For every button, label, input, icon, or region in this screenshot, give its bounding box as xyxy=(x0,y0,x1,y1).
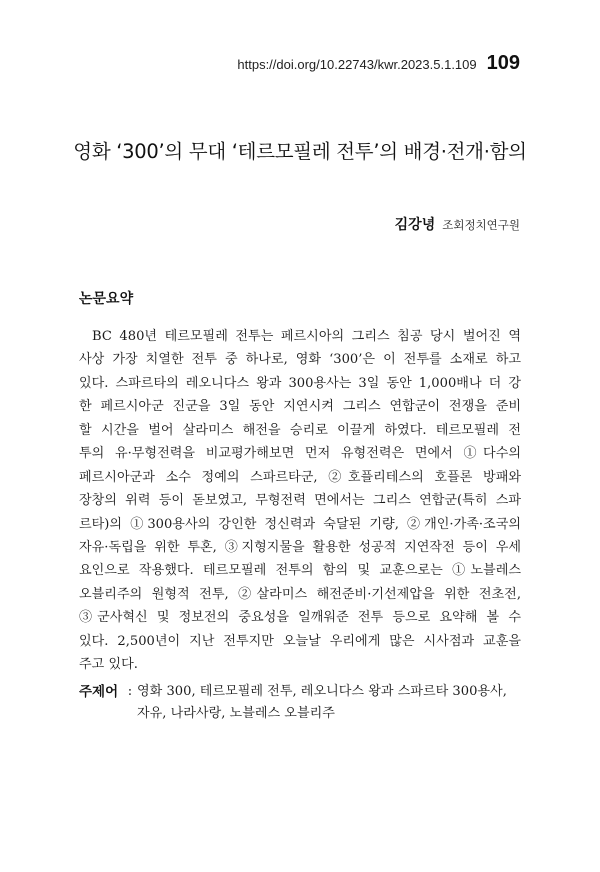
paper-title: 영화 ‘300’의 무대 ‘테르모필레 전투’의 배경·전개·함의 xyxy=(73,140,527,163)
doi-link[interactable]: https://doi.org/10.22743/kwr.2023.5.1.109 xyxy=(237,57,477,72)
abstract-line: ③군사혁신 및 정보전의 중요성을 일깨워준 전투 등으로 요약해 볼 수 xyxy=(79,610,521,626)
author-name: 김강녕 xyxy=(394,217,436,233)
keywords-text: 영화 300, 테르모필레 전투, 레오니다스 왕과 스파르타 300용사, xyxy=(137,684,507,699)
abstract-heading: 논문요약 xyxy=(79,291,134,307)
abstract-line: 한 페르시아군 진군을 3일 동안 지연시켜 그리스 연합군이 전쟁을 준비 xyxy=(79,399,521,415)
page-number: 109 xyxy=(486,52,520,74)
abstract-line: 있다. 2,500년이 지난 전투지만 오늘날 우리에게 많은 시사점과 교훈을 xyxy=(79,633,521,649)
keywords-row xyxy=(79,681,529,703)
abstract-line: 르타)의 ①300용사의 강인한 정신력과 숙달된 기량, ②개인·가족·조국의 xyxy=(79,516,521,532)
keywords-text: 자유, 나라사랑, 노블레스 오블리주 xyxy=(137,706,335,721)
keywords-block xyxy=(79,681,529,725)
author-affiliation: 조회정치연구원 xyxy=(442,218,520,232)
abstract-line: 있다. 스파르타의 레오니다스 왕과 300용사는 3일 동안 1,000배나 더 강 xyxy=(79,375,521,391)
abstract-line: 장창의 위력 등이 돋보였고, 무형전력 면에서는 그리스 연합군(특히 스파 xyxy=(79,493,521,509)
abstract-line: 요인으로 작용했다. 테르모필레 전투의 함의 및 교훈으로는 ①노블레스 xyxy=(79,563,521,579)
abstract-line: 할 시간을 벌어 살라미스 해전을 승리로 이끌게 하였다. 테르모필레 전 xyxy=(79,422,521,438)
author-line xyxy=(395,214,520,234)
abstract-line: 투의 유·무형전력을 비교평가해보면 먼저 유형전력은 면에서 ①다수의 xyxy=(79,446,521,462)
abstract-line: 사상 가장 치열한 전투 중 하나로, 영화 ‘300’은 이 전투를 소재로 하고 xyxy=(79,352,521,368)
abstract-body xyxy=(79,325,521,677)
abstract-line: 자유·독립을 위한 투혼, ③지형지물을 활용한 성공적 지연작전 등이 우세 xyxy=(79,539,521,555)
keywords-row xyxy=(79,703,529,725)
keywords-label: 주제어 xyxy=(79,684,119,700)
abstract-line: 주고 있다. xyxy=(79,657,138,673)
abstract-line: 페르시아군과 소수 정예의 스파르타군, ②호플리테스의 호플론 방패와 xyxy=(79,469,521,485)
abstract-line: 오블리주의 원형적 전투, ②살라미스 해전준비·기선제압을 위한 전초전, xyxy=(79,586,521,602)
running-header xyxy=(237,52,520,75)
abstract-line: BC 480년 테르모필레 전투는 페르시아의 그리스 침공 당시 벌어진 역 xyxy=(92,329,521,344)
keywords-colon: : xyxy=(127,684,133,699)
